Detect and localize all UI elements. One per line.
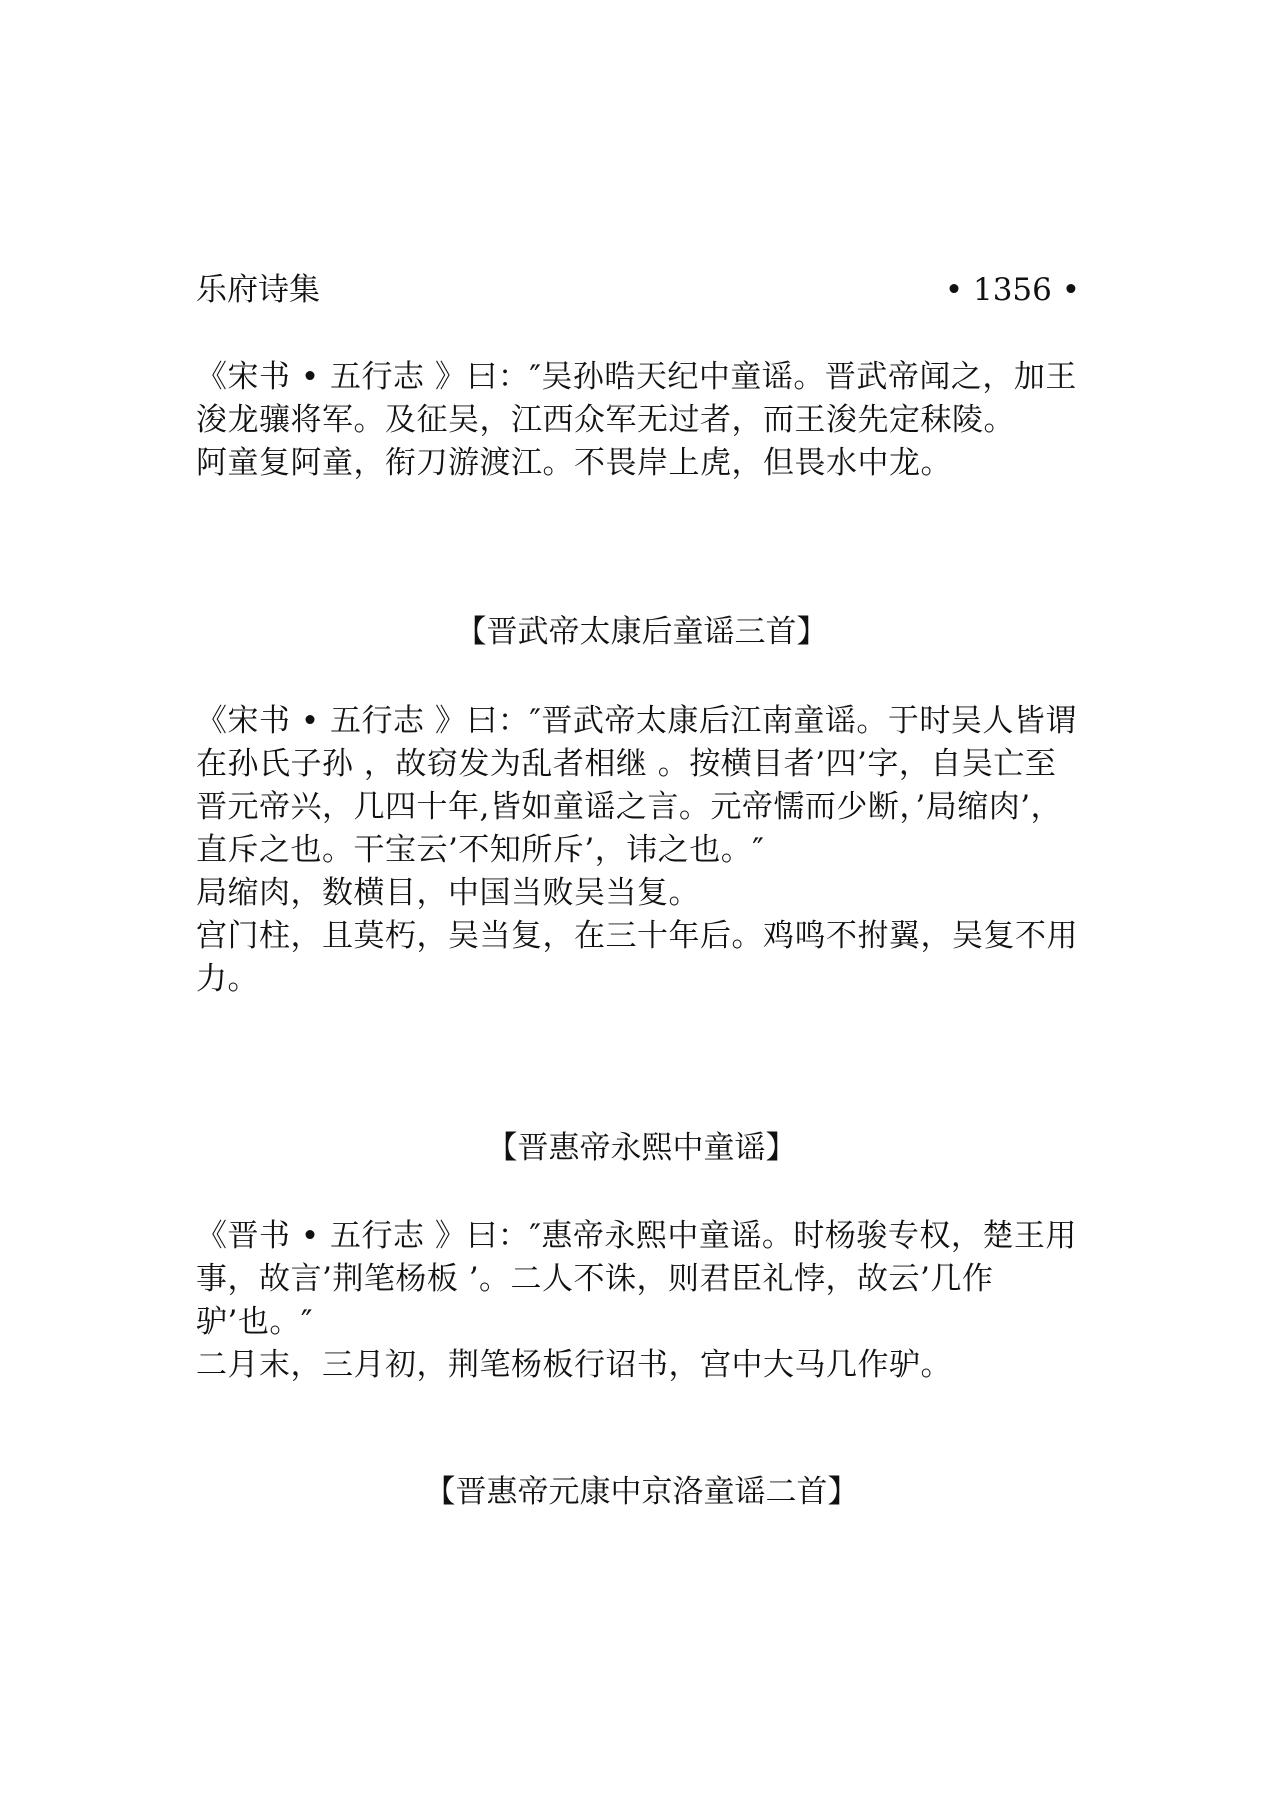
paragraph: 《晋书 • 五行志 》曰：″惠帝永熙中童谣。时杨骏专权，楚王用事，故言’荆笔杨板 ’。二人不诛，则君臣礼悖，故云’几作驴’也。″ (196, 1218, 1077, 1340)
section-2-body (196, 1215, 1086, 1387)
paragraph: 二月末，三月初，荆笔杨板行诏书，宫中大马几作驴。 (196, 1347, 952, 1383)
page-number: • 1356 • (944, 272, 1080, 308)
paragraph: 阿童复阿童，衔刀游渡江。不畏岸上虎，但畏水中龙。 (196, 445, 952, 481)
section-1-body (196, 700, 1086, 1001)
book-title: 乐府诗集 (196, 272, 320, 308)
paragraph: 《宋书 • 五行志 》曰：″吴孙晧天纪中童谣。晋武帝闻之，加王浚龙骧将军。及征吴，江西众军无过者，而王浚先定秣陵。 (196, 359, 1077, 438)
section-heading: 【晋武帝太康后童谣三首】 (455, 614, 828, 650)
paragraph: 宫门柱，且莫朽，吴当复，在三十年后。鸡鸣不拊翼，吴复不用力。 (196, 918, 1078, 997)
paragraph: 局缩肉，数横目，中国当败吴当复。 (196, 875, 700, 911)
section-heading: 【晋惠帝元康中京洛童谣二首】 (424, 1474, 859, 1510)
paragraph: 《宋书 • 五行志 》曰：″晋武帝太康后江南童谣。于时吴人皆谓在孙氏子孙 ，故窃发为乱者相继 。按横目者’四’字，自吴亡至晋元帝兴，几四十年,皆如童谣之言。元帝懦而少断，’局缩肉’，直斥之也。干宝云’不知所斥’，讳之也。″ (196, 703, 1077, 868)
page-header (196, 268, 1080, 312)
section-heading: 【晋惠帝永熙中童谣】 (486, 1130, 797, 1166)
section-0-body (196, 356, 1086, 485)
